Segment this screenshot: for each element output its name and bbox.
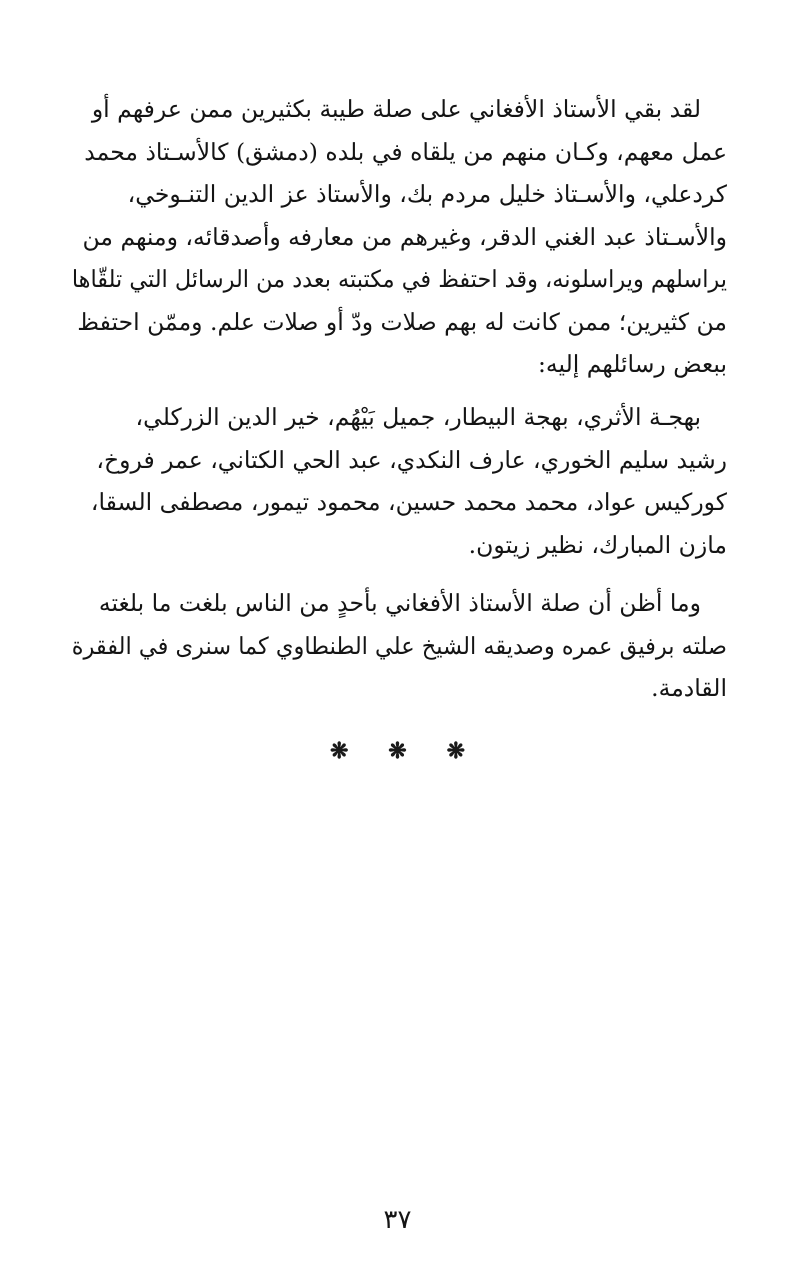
- paragraph-line: لقد بقي الأستاذ الأفغاني على صلة طيبة بكثيرين ممن عرفهم أو: [91, 95, 701, 123]
- paragraph-line: من كثيرين؛ ممن كانت له بهم صلات ودّ أو صلات علم. وممّن احتفظ: [77, 307, 727, 336]
- paragraph-line: والأسـتاذ عبد الغني الدقر، وغيرهم من معارفه وأصدقائه، ومنهم من: [82, 222, 727, 251]
- asterism-icon: ❋: [388, 738, 407, 764]
- paragraph-line: صلته برفيق عمره وصديقه الشيخ علي الطنطاوي كما سنرى في الفقرة: [71, 631, 727, 660]
- paragraph-1: [72, 88, 727, 386]
- paragraph-line: رشيد سليم الخوري، عارف النكدي، عبد الحي الكتاني، عمر فروخ،: [96, 445, 727, 474]
- paragraph-line: كوركيس عواد، محمد محمد حسين، محمود تيمور، مصطفى السقا،: [90, 488, 727, 516]
- paragraph-line: يراسلهم ويراسلونه، وقد احتفظ في مكتبته بعدد من الرسائل التي تلقّاها: [71, 265, 727, 293]
- paragraph-line: كردعلي، والأسـتاذ خليل مردم بك، والأستاذ عز الدين التنـوخي،: [127, 180, 727, 208]
- asterism-icon: ❋: [446, 738, 465, 764]
- paragraph-line: وما أظن أن صلة الأستاذ الأفغاني بأحدٍ من الناس بلغت ما بلغته: [98, 589, 701, 617]
- asterism-icon: ❋: [330, 738, 349, 764]
- paragraph-2-names-list: [72, 396, 727, 566]
- section-separator: [330, 738, 465, 764]
- paragraph-line: القادمة.: [651, 674, 727, 702]
- paragraph-line: عمل معهم، وكـان منهم من يلقاه في بلده (دمشق) كالأسـتاذ محمد: [84, 137, 727, 166]
- paragraph-line: بهجـة الأثري، بهجة البيطار، جميل بَيْهُم، خير الدين الزركلي،: [135, 403, 701, 431]
- paragraph-line: ببعض رسائلهم إليه:: [538, 350, 727, 378]
- page-number: ٣٧: [383, 1205, 412, 1235]
- paragraph-3: [72, 582, 727, 710]
- paragraph-line: مازن المبارك، نظير زيتون.: [468, 530, 727, 559]
